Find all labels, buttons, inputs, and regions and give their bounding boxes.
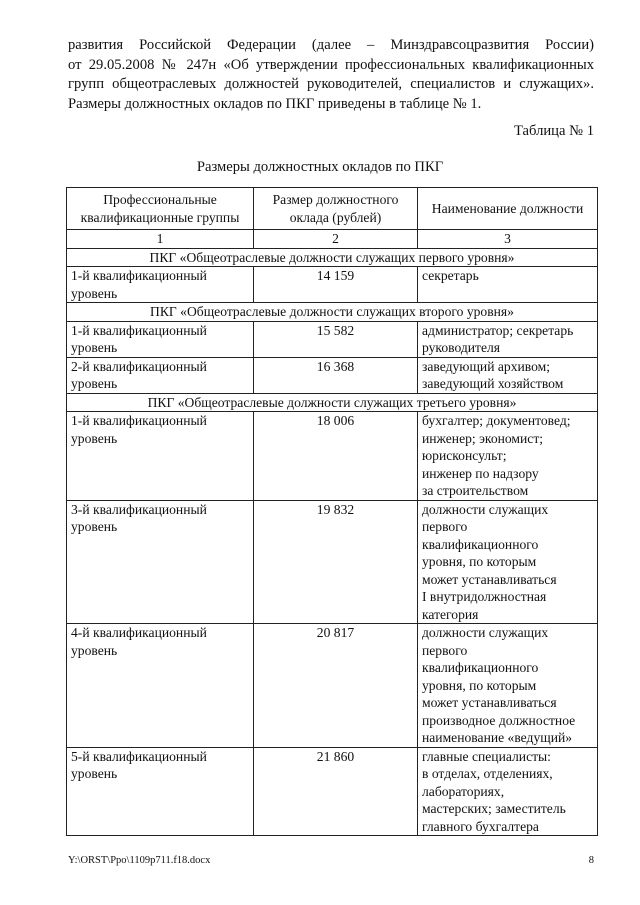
header-position-name: Наименование должности [418, 188, 598, 230]
position-name: главные специалисты: в отделах, отделениях, лабораториях, мастерских; заместитель главного бухгалтера [418, 747, 598, 836]
group-row [67, 303, 598, 322]
table-row [67, 747, 598, 836]
intro-line: групп общеотраслевых должностей руководителей, специалистов и служащих». [68, 76, 594, 92]
header-qualification-groups: Профессиональные квалификационные группы [67, 188, 254, 230]
position-name: должности служащих первого квалификационного уровня, по которым может устанавливаться I внутридолжностная категория [418, 500, 598, 624]
page-number: 8 [588, 855, 594, 866]
group-row [67, 248, 598, 267]
intro-line: от 29.05.2008 № 247н «Об утверждении профессиональных квалификационных [68, 56, 594, 73]
table-row [67, 267, 598, 303]
position-name: заведующий архивом; заведующий хозяйством [418, 357, 598, 393]
table-row [67, 412, 598, 501]
qualification-level: 3-й квалификационный уровень [67, 500, 254, 624]
position-name: бухгалтер; документовед; инженер; экономист; юрисконсульт; инженер по надзору за строительством [418, 412, 598, 501]
table-row [67, 321, 598, 357]
column-number-row [67, 230, 598, 249]
column-number: 3 [418, 230, 598, 249]
position-name: администратор; секретарь руководителя [418, 321, 598, 357]
salary-table [66, 187, 598, 836]
salary-amount: 15 582 [254, 321, 418, 357]
table-number: Таблица № 1 [514, 123, 594, 139]
qualification-level: 2-й квалификационный уровень [67, 357, 254, 393]
position-name: должности служащих первого квалификационного уровня, по которым может устанавливаться производное должностное наименование «ведущий» [418, 624, 598, 748]
column-number: 1 [67, 230, 254, 249]
table-header-row [67, 188, 598, 230]
salary-amount: 14 159 [254, 267, 418, 303]
table-row [67, 500, 598, 624]
table-caption: Размеры должностных окладов по ПКГ [196, 159, 444, 175]
header-salary-amount: Размер должностного оклада (рублей) [254, 188, 418, 230]
group-row [67, 393, 598, 412]
intro-line: Размеры должностных окладов по ПКГ приведены в таблице № 1. [68, 95, 482, 112]
salary-amount: 18 006 [254, 412, 418, 501]
salary-amount: 20 817 [254, 624, 418, 748]
footer-file-path: Y:\ORST\Ppo\1109p711.f18.docx [68, 855, 211, 866]
table-row [67, 357, 598, 393]
group-title: ПКГ «Общеотраслевые должности служащих второго уровня» [67, 303, 598, 322]
qualification-level: 1-й квалификационный уровень [67, 412, 254, 501]
qualification-level: 4-й квалификационный уровень [67, 624, 254, 748]
salary-amount: 21 860 [254, 747, 418, 836]
group-title: ПКГ «Общеотраслевые должности служащих первого уровня» [67, 248, 598, 267]
intro-paragraph [68, 36, 594, 114]
position-name: секретарь [418, 267, 598, 303]
qualification-level: 1-й квалификационный уровень [67, 321, 254, 357]
column-number: 2 [254, 230, 418, 249]
salary-amount: 19 832 [254, 500, 418, 624]
qualification-level: 5-й квалификационный уровень [67, 747, 254, 836]
qualification-level: 1-й квалификационный уровень [67, 267, 254, 303]
salary-amount: 16 368 [254, 357, 418, 393]
group-title: ПКГ «Общеотраслевые должности служащих третьего уровня» [67, 393, 598, 412]
intro-line: развития Российской Федерации (далее – Минздравсоцразвития России) [68, 37, 594, 53]
table-row [67, 624, 598, 748]
